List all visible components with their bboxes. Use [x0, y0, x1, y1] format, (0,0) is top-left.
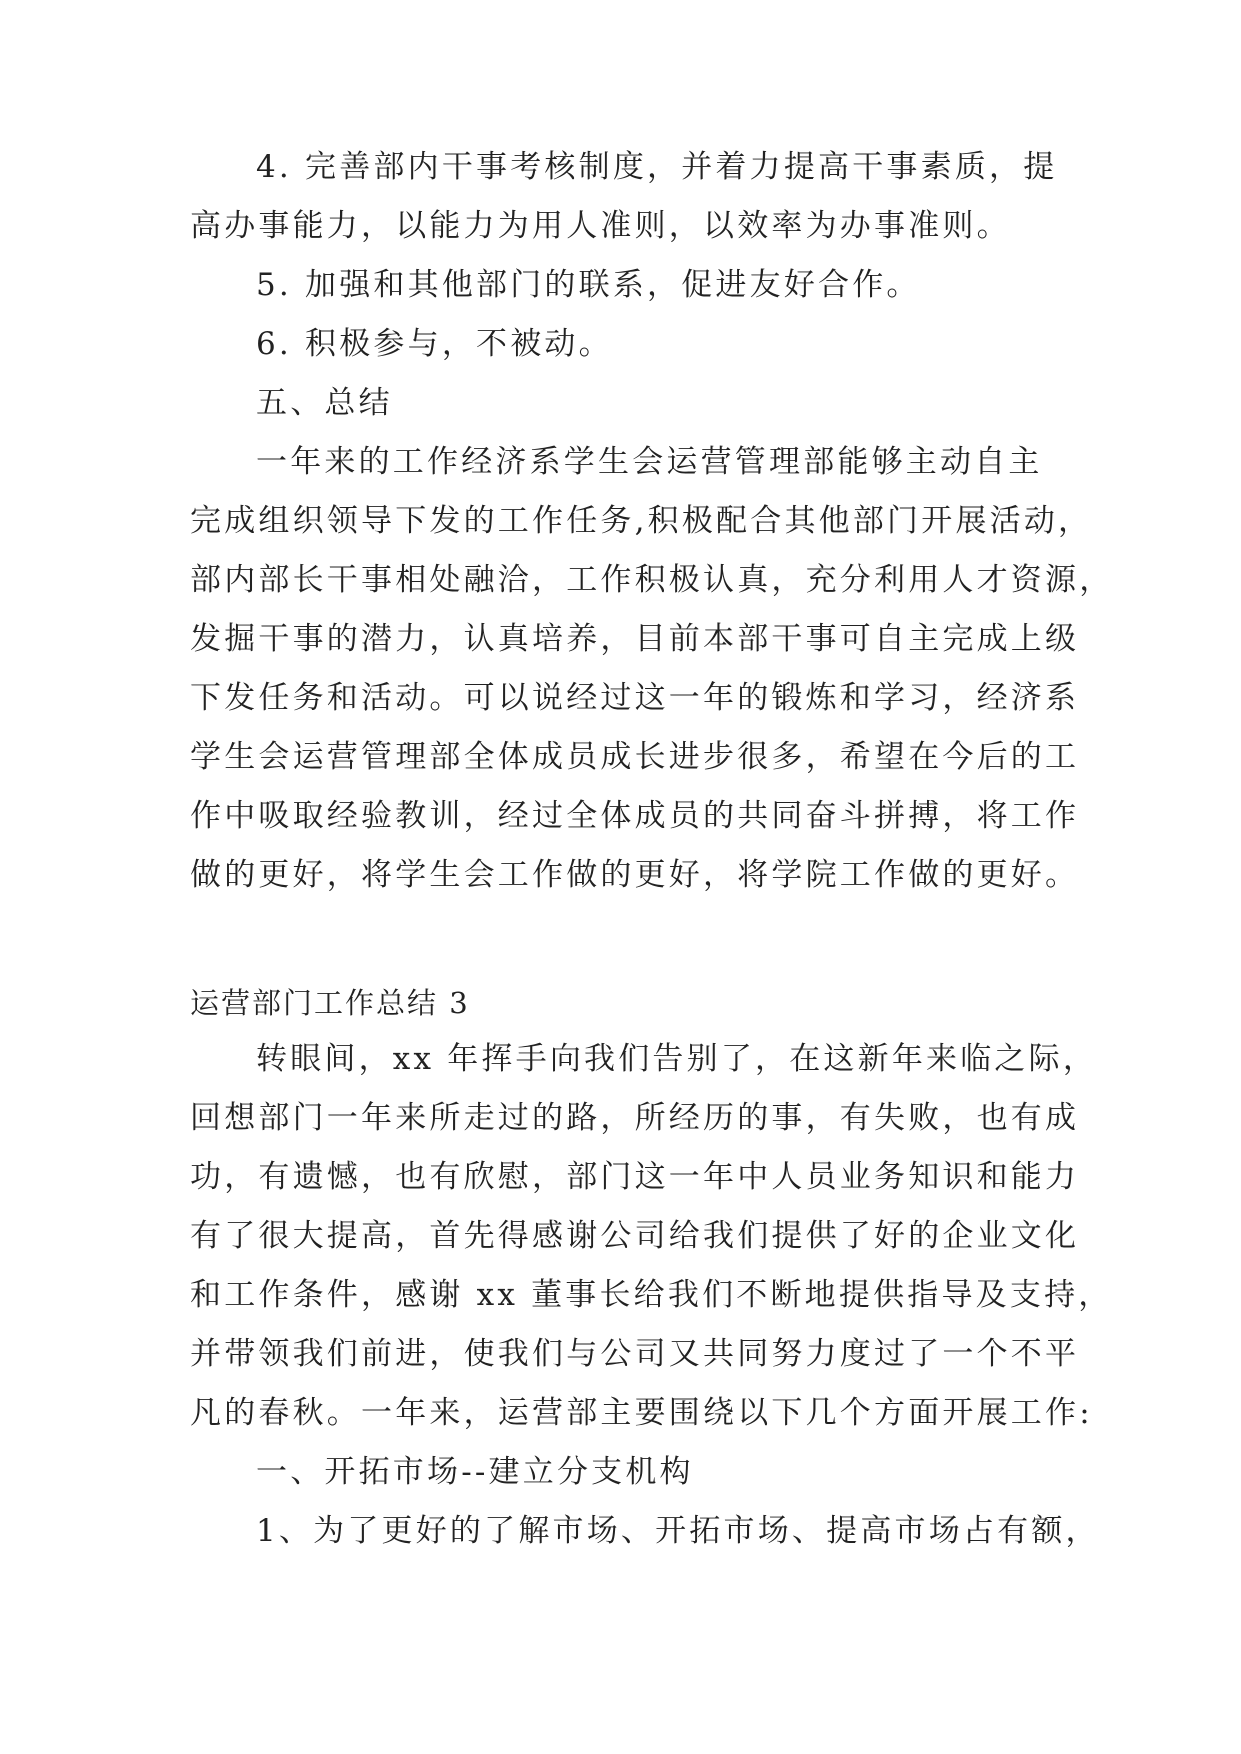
paragraph-line: 学生会运营管理部全体成员成长进步很多，希望在今后的工 [190, 739, 1080, 775]
heading-line: 一、开拓市场--建立分支机构 [256, 1454, 694, 1490]
paragraph-line: 4. 完善部内干事考核制度，并着力提高干事素质，提 [256, 149, 1058, 185]
paragraph-line: 并带领我们前进，使我们与公司又共同努力度过了一个不平 [190, 1336, 1080, 1372]
paragraph-line: 部内部长干事相处融洽，工作积极认真，充分利用人才资源， [190, 562, 1114, 598]
paragraph-line: 一年来的工作经济系学生会运营管理部能够主动自主 [256, 444, 1043, 480]
paragraph-line: 高办事能力，以能力为用人准则，以效率为办事准则。 [190, 208, 1011, 244]
paragraph-line: 转眼间，xx 年挥手向我们告别了，在这新年来临之际， [256, 1041, 1098, 1077]
heading-line: 五、总结 [256, 385, 393, 421]
paragraph-line: 作中吸取经验教训，经过全体成员的共同奋斗拼搏，将工作 [190, 798, 1080, 834]
paragraph-line: 5. 加强和其他部门的联系，促进友好合作。 [256, 267, 921, 303]
paragraph-line: 凡的春秋。一年来，运营部主要围绕以下几个方面开展工作: [190, 1395, 1093, 1431]
text-block-part1 [190, 138, 1114, 905]
paragraph-line: 发掘干事的潜力，认真培养，目前本部干事可自主完成上级 [190, 621, 1080, 657]
section-title: 运营部门工作总结 3 [190, 986, 470, 1020]
paragraph-line: 有了很大提高，首先得感谢公司给我们提供了好的企业文化 [190, 1218, 1080, 1254]
text-block-part2 [190, 1030, 1113, 1561]
paragraph-line: 1、为了更好的了解市场、开拓市场、提高市场占有额， [256, 1513, 1100, 1549]
paragraph-line: 6. 积极参与，不被动。 [256, 326, 613, 362]
paragraph-line: 回想部门一年来所走过的路，所经历的事，有失败，也有成 [190, 1100, 1080, 1136]
paragraph-line: 完成组织领导下发的工作任务,积极配合其他部门开展活动， [190, 503, 1093, 539]
paragraph-line: 功，有遗憾，也有欣慰，部门这一年中人员业务知识和能力 [190, 1159, 1080, 1195]
paragraph-line: 和工作条件，感谢 xx 董事长给我们不断地提供指导及支持， [190, 1277, 1113, 1313]
paragraph-line: 做的更好，将学生会工作做的更好，将学院工作做的更好。 [190, 857, 1080, 893]
paragraph-line: 下发任务和活动。可以说经过这一年的锻炼和学习，经济系 [190, 680, 1080, 716]
